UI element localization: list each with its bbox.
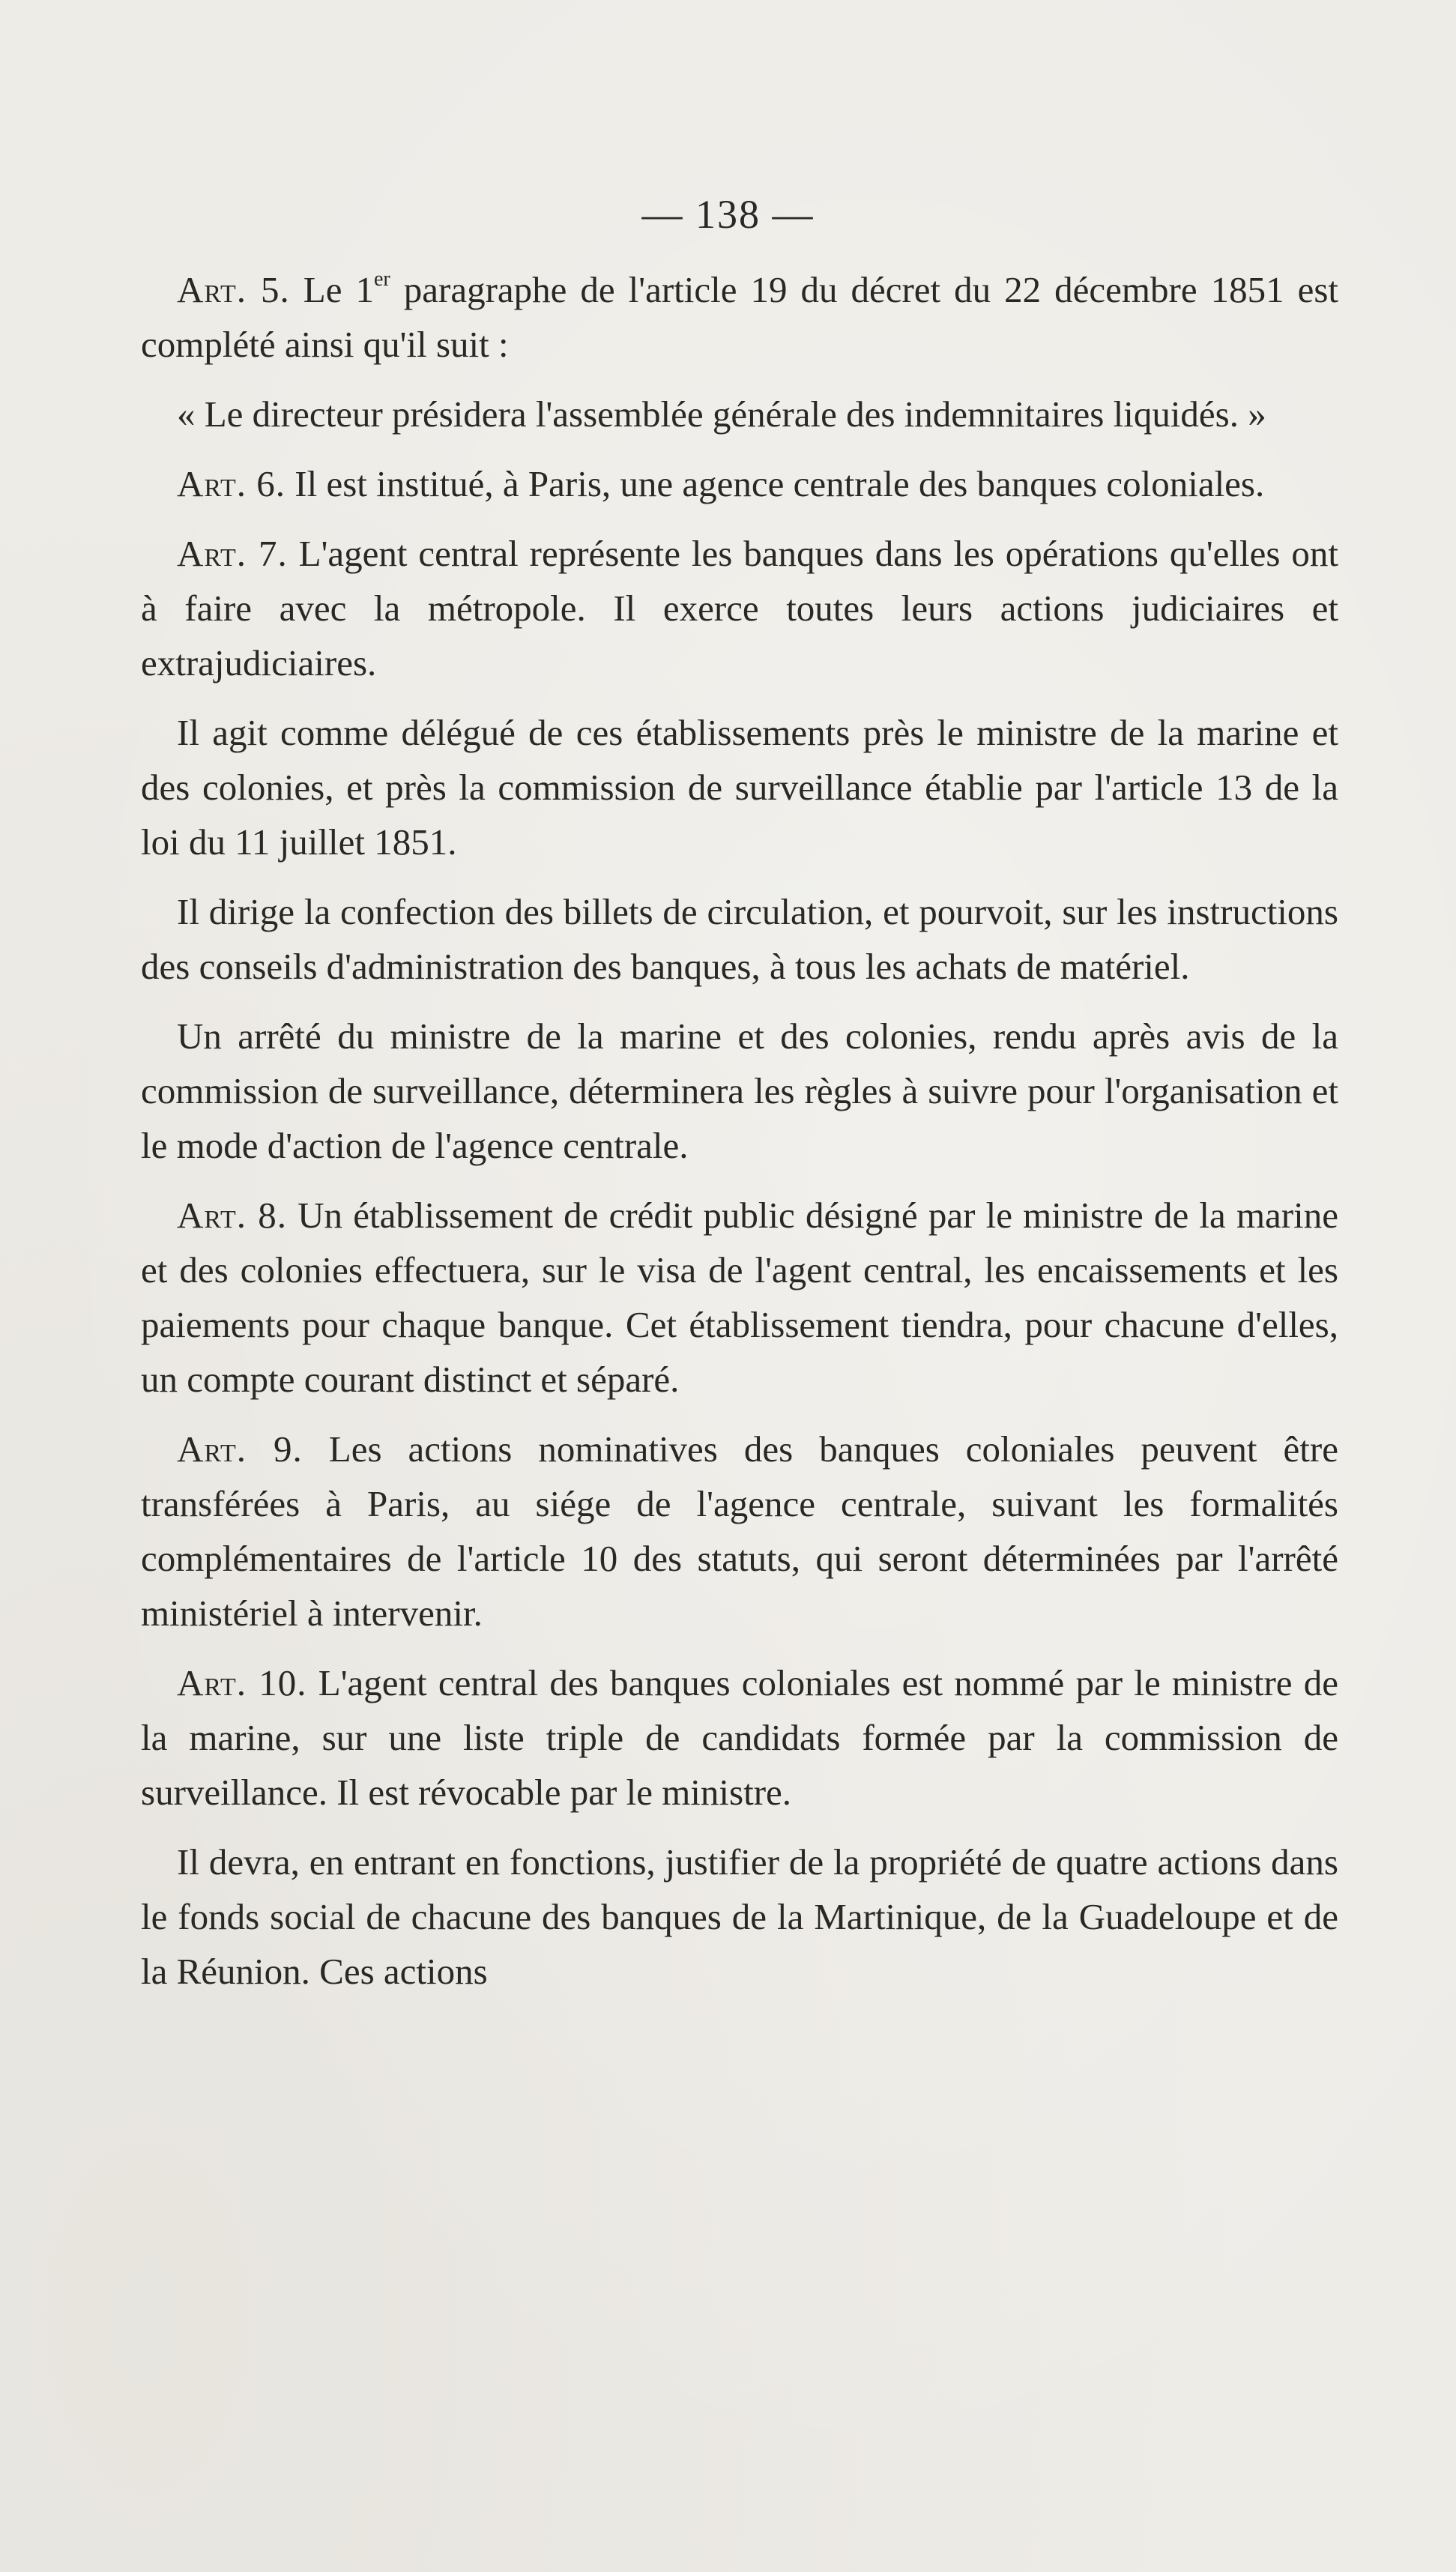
paragraph-quote — [141, 387, 1338, 441]
paragraph-text: Il dirige la confection des billets de circulation, et pourvoit, sur les instructions des conseils d'administration des banques, à tous les achats de matériel. — [141, 891, 1338, 987]
paragraph-text: paragraphe de l'article 19 du décret du 22 décembre 1851 est complété ainsi qu'il suit : — [141, 269, 1338, 365]
paragraph-art-8 — [141, 1188, 1338, 1407]
paragraph-text: Les actions nominatives des banques coloniales peuvent être transférées à Paris, au siége de l'agence centrale, suivant les formalités complémentaires de l'article 10 des statuts, qui seront déterminées par l'arrêté ministériel à intervenir. — [141, 1428, 1338, 1634]
paragraph-text: « Le directeur présidera l'assemblée générale des indemnitaires liquidés. » — [177, 393, 1266, 435]
paragraph-art-6 — [141, 456, 1338, 511]
paragraph-art-10 — [141, 1655, 1338, 1820]
paragraph-text: L'agent central représente les banques dans les opérations qu'elles ont à faire avec la métropole. Il exerce toutes leurs actions judiciaires et extrajudiciaires. — [141, 533, 1338, 683]
paragraph-text: Il est institué, à Paris, une agence centrale des banques coloniales. — [286, 463, 1265, 504]
article-label: Art. 6. — [177, 463, 286, 504]
article-label: Art. 8. — [177, 1195, 287, 1236]
paragraph-art-7 — [141, 526, 1338, 690]
page-number: — 138 — — [641, 192, 815, 237]
paragraph-text: Il agit comme délégué de ces établissements près le ministre de la marine et des colonies, et près la commission de surveillance établie par l'article 13 de la loi du 11 juillet 1851. — [141, 712, 1338, 863]
article-label: Art. 9. — [177, 1428, 303, 1470]
paragraph — [141, 705, 1338, 869]
paragraph — [141, 1835, 1338, 1999]
page-body — [141, 262, 1338, 2014]
paragraph-text: Il devra, en entrant en fonctions, justifier de la propriété de quatre actions dans le fonds social de chacune des banques de la Martinique, de la Guadeloupe et de la Réunion. Ces actions — [141, 1841, 1338, 1992]
paragraph-art-9 — [141, 1422, 1338, 1640]
paragraph — [141, 1009, 1338, 1173]
paragraph-text: Un arrêté du ministre de la marine et des colonies, rendu après avis de la commission de surveillance, déterminera les règles à suivre pour l'organisation et le mode d'action de l'agence centrale. — [141, 1015, 1338, 1166]
superscript: er — [373, 268, 390, 291]
paragraph — [141, 884, 1338, 994]
article-label: Art. 5. — [177, 269, 290, 310]
article-label: Art. 10. — [177, 1662, 307, 1703]
paragraph-text: L'agent central des banques coloniales est nommé par le ministre de la marine, sur une liste triple de candidats formée par la commission de surveillance. Il est révocable par le ministre. — [141, 1662, 1338, 1813]
paragraph-text: Un établissement de crédit public désigné par le ministre de la marine et des colonies effectuera, sur le visa de l'agent central, les encaissements et les paiements pour chaque banque. Cet établissement tiendra, pour chacune d'elles, un compte courant distinct et séparé. — [141, 1195, 1338, 1400]
paragraph-text: Le 1 — [289, 269, 374, 310]
article-label: Art. 7. — [177, 533, 288, 574]
paragraph-art-5 — [141, 262, 1338, 372]
